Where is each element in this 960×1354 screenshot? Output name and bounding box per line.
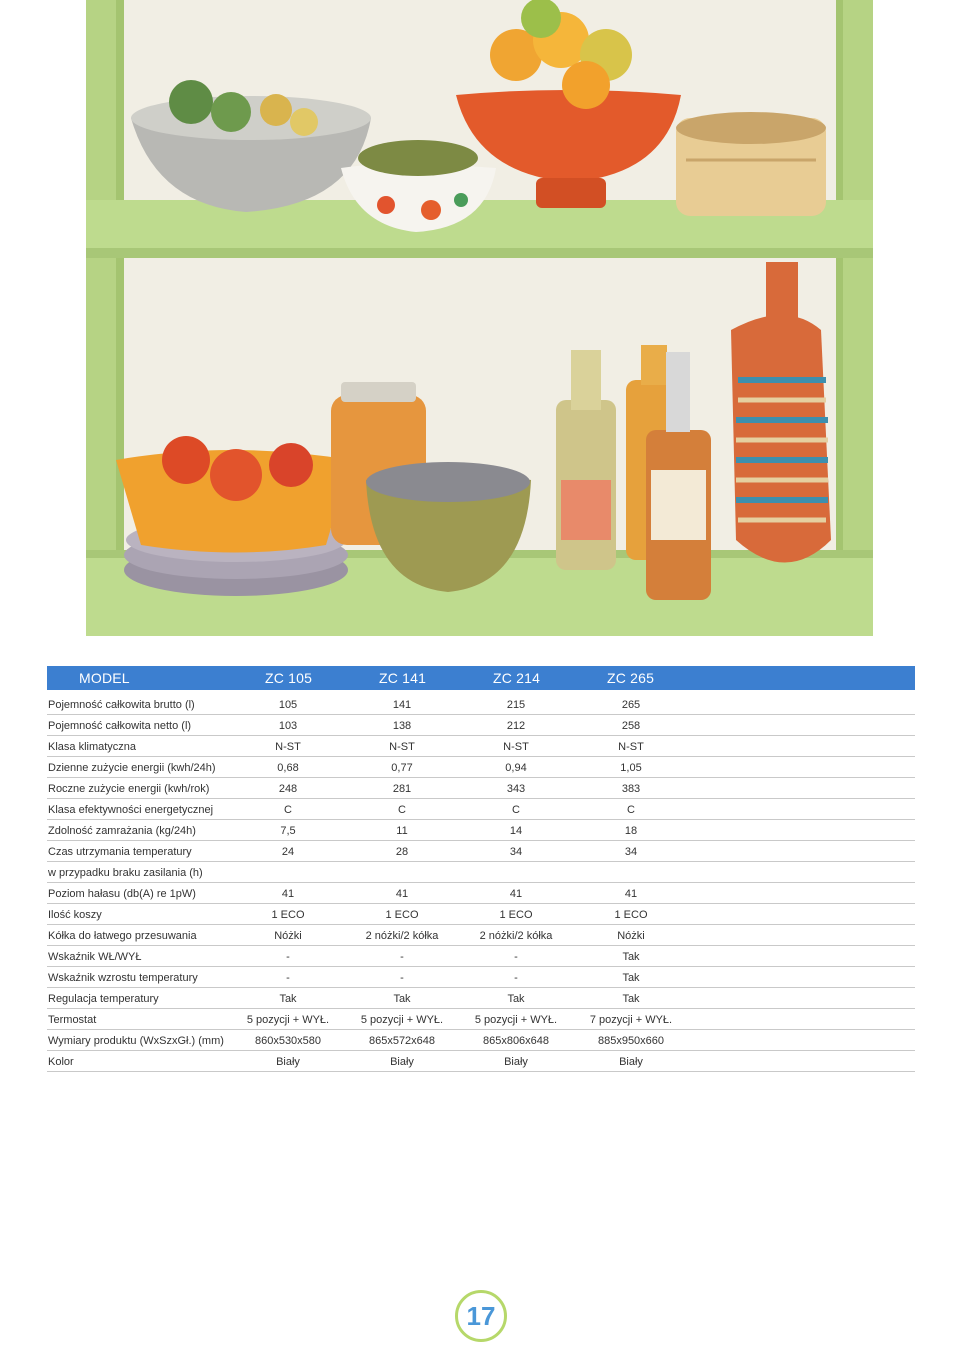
- spec-value: 860x530x580: [254, 1035, 322, 1047]
- spec-row: [47, 1009, 915, 1030]
- spec-row: [47, 694, 915, 715]
- spec-value: -: [400, 951, 404, 963]
- spec-value: 865x806x648: [482, 1035, 550, 1047]
- spec-row-label: Czas utrzymania temperatury: [48, 846, 192, 858]
- spec-row: [47, 820, 915, 841]
- spec-value: 885x950x660: [597, 1035, 665, 1047]
- spec-value: 1 ECO: [271, 909, 305, 921]
- spec-value: 105: [278, 699, 298, 711]
- spec-value: Tak: [622, 972, 640, 984]
- bamboo-steamer-illustration: [676, 112, 826, 216]
- spec-value: Tak: [393, 993, 411, 1005]
- spec-value: N-ST: [503, 741, 529, 753]
- spec-value: 265: [621, 699, 641, 711]
- spec-value: Biały: [619, 1056, 643, 1068]
- spec-row: [47, 883, 915, 904]
- spec-row-label: Roczne zużycie energii (kwh/rok): [48, 783, 210, 795]
- spec-row: [47, 715, 915, 736]
- spec-row-label: Ilość koszy: [48, 909, 102, 921]
- spec-row-label: Wskaźnik wzrostu temperatury: [48, 972, 198, 984]
- model-name-zc214: ZC 214: [493, 670, 541, 686]
- spec-value: 41: [509, 888, 523, 900]
- spec-value: N-ST: [389, 741, 415, 753]
- spec-row: [47, 925, 915, 946]
- spec-value: Tak: [279, 993, 297, 1005]
- spec-value: 2 nóżki/2 kółka: [479, 930, 553, 942]
- spec-value: 14: [509, 825, 523, 837]
- spec-value: 5 pozycji + WYŁ.: [360, 1014, 444, 1026]
- spec-row-label: Zdolność zamrażania (kg/24h): [48, 825, 196, 837]
- spec-value: Nóżki: [617, 930, 645, 942]
- spec-row: [47, 988, 915, 1009]
- page-number-badge: [455, 1290, 507, 1342]
- spec-row: [47, 757, 915, 778]
- spec-value: C: [512, 804, 520, 816]
- spec-row: [47, 841, 915, 862]
- spec-value: 5 pozycji + WYŁ.: [474, 1014, 558, 1026]
- model-header-label: MODEL: [79, 670, 130, 686]
- spec-row-label: Dzienne zużycie energii (kwh/24h): [48, 762, 216, 774]
- spec-value: C: [627, 804, 635, 816]
- spec-row-label: Pojemność całkowita brutto (l): [48, 699, 195, 711]
- spec-row: [47, 799, 915, 820]
- spec-row: [47, 946, 915, 967]
- spec-row: [47, 1030, 915, 1051]
- spec-value: 34: [509, 846, 523, 858]
- model-name-zc265: ZC 265: [607, 670, 655, 686]
- spec-value: N-ST: [618, 741, 644, 753]
- spec-value: C: [398, 804, 406, 816]
- spec-table-header: [47, 666, 915, 690]
- spec-value: 24: [281, 846, 295, 858]
- spec-value: 1,05: [620, 762, 642, 774]
- spec-value: 141: [392, 699, 412, 711]
- spec-value: 41: [395, 888, 409, 900]
- spec-value: Biały: [390, 1056, 414, 1068]
- spec-value: 0,77: [391, 762, 413, 774]
- spec-value: -: [400, 972, 404, 984]
- spec-value: 18: [624, 825, 638, 837]
- spec-value: Tak: [507, 993, 525, 1005]
- spec-value: Nóżki: [274, 930, 302, 942]
- spec-row: [47, 904, 915, 925]
- spec-row-label: Poziom hałasu (db(A) re 1pW): [48, 888, 196, 900]
- spec-row-label: Wymiary produktu (WxSzxGł.) (mm): [48, 1035, 224, 1047]
- spec-row-label: Regulacja temperatury: [48, 993, 159, 1005]
- spec-value: 212: [506, 720, 526, 732]
- spec-row-label: Klasa klimatyczna: [48, 741, 137, 753]
- spec-value: 5 pozycji + WYŁ.: [246, 1014, 330, 1026]
- spec-row-label: Klasa efektywności energetycznej: [48, 804, 214, 816]
- spec-value: 7 pozycji + WYŁ.: [589, 1014, 673, 1026]
- spec-row-label: Pojemność całkowita netto (l): [48, 720, 192, 732]
- spec-value: C: [284, 804, 292, 816]
- spec-value: 281: [392, 783, 412, 795]
- spec-row-label: Kolor: [48, 1056, 74, 1068]
- spec-row: [47, 862, 915, 883]
- spec-value: 2 nóżki/2 kółka: [365, 930, 439, 942]
- spec-value: 7,5: [280, 825, 296, 837]
- spec-value: 34: [624, 846, 638, 858]
- spec-value: 138: [392, 720, 412, 732]
- spec-row: [47, 736, 915, 757]
- spec-row: [47, 778, 915, 799]
- plates-basket-illustration: [116, 436, 351, 596]
- spec-value: -: [514, 972, 518, 984]
- spec-value: 11: [396, 825, 408, 837]
- spec-value: -: [286, 951, 290, 963]
- spec-value: 41: [624, 888, 638, 900]
- spec-value: 103: [278, 720, 298, 732]
- spec-value: 1 ECO: [499, 909, 533, 921]
- spec-value: 383: [621, 783, 641, 795]
- spec-value: 1 ECO: [385, 909, 419, 921]
- spec-value: 258: [621, 720, 641, 732]
- spec-value: 1 ECO: [614, 909, 648, 921]
- spec-value: 0,68: [277, 762, 299, 774]
- spec-value: 215: [506, 699, 526, 711]
- spec-value: 41: [281, 888, 295, 900]
- spec-value: Biały: [504, 1056, 528, 1068]
- model-name-zc105: ZC 105: [265, 670, 313, 686]
- spec-value: N-ST: [275, 741, 301, 753]
- spec-value: Biały: [276, 1056, 300, 1068]
- spec-row-label: w przypadku braku zasilania (h): [48, 867, 203, 879]
- spec-row: [47, 967, 915, 988]
- spec-value: -: [286, 972, 290, 984]
- spec-value: Tak: [622, 951, 640, 963]
- spec-value: 343: [506, 783, 526, 795]
- product-photo: [86, 0, 873, 636]
- spec-row-label: Kółka do łatwego przesuwania: [48, 930, 197, 942]
- page-number: 17: [466, 1300, 496, 1331]
- model-name-zc141: ZC 141: [379, 670, 427, 686]
- spec-value: 865x572x648: [368, 1035, 436, 1047]
- spec-value: 0,94: [505, 762, 527, 774]
- spec-value: -: [514, 951, 518, 963]
- spec-row-label: Wskaźnik WŁ/WYŁ: [48, 951, 142, 963]
- spec-row-label: Termostat: [48, 1014, 97, 1026]
- spec-value: 248: [278, 783, 298, 795]
- spec-value: 28: [395, 846, 409, 858]
- spec-row: [47, 1051, 915, 1072]
- spec-value: Tak: [622, 993, 640, 1005]
